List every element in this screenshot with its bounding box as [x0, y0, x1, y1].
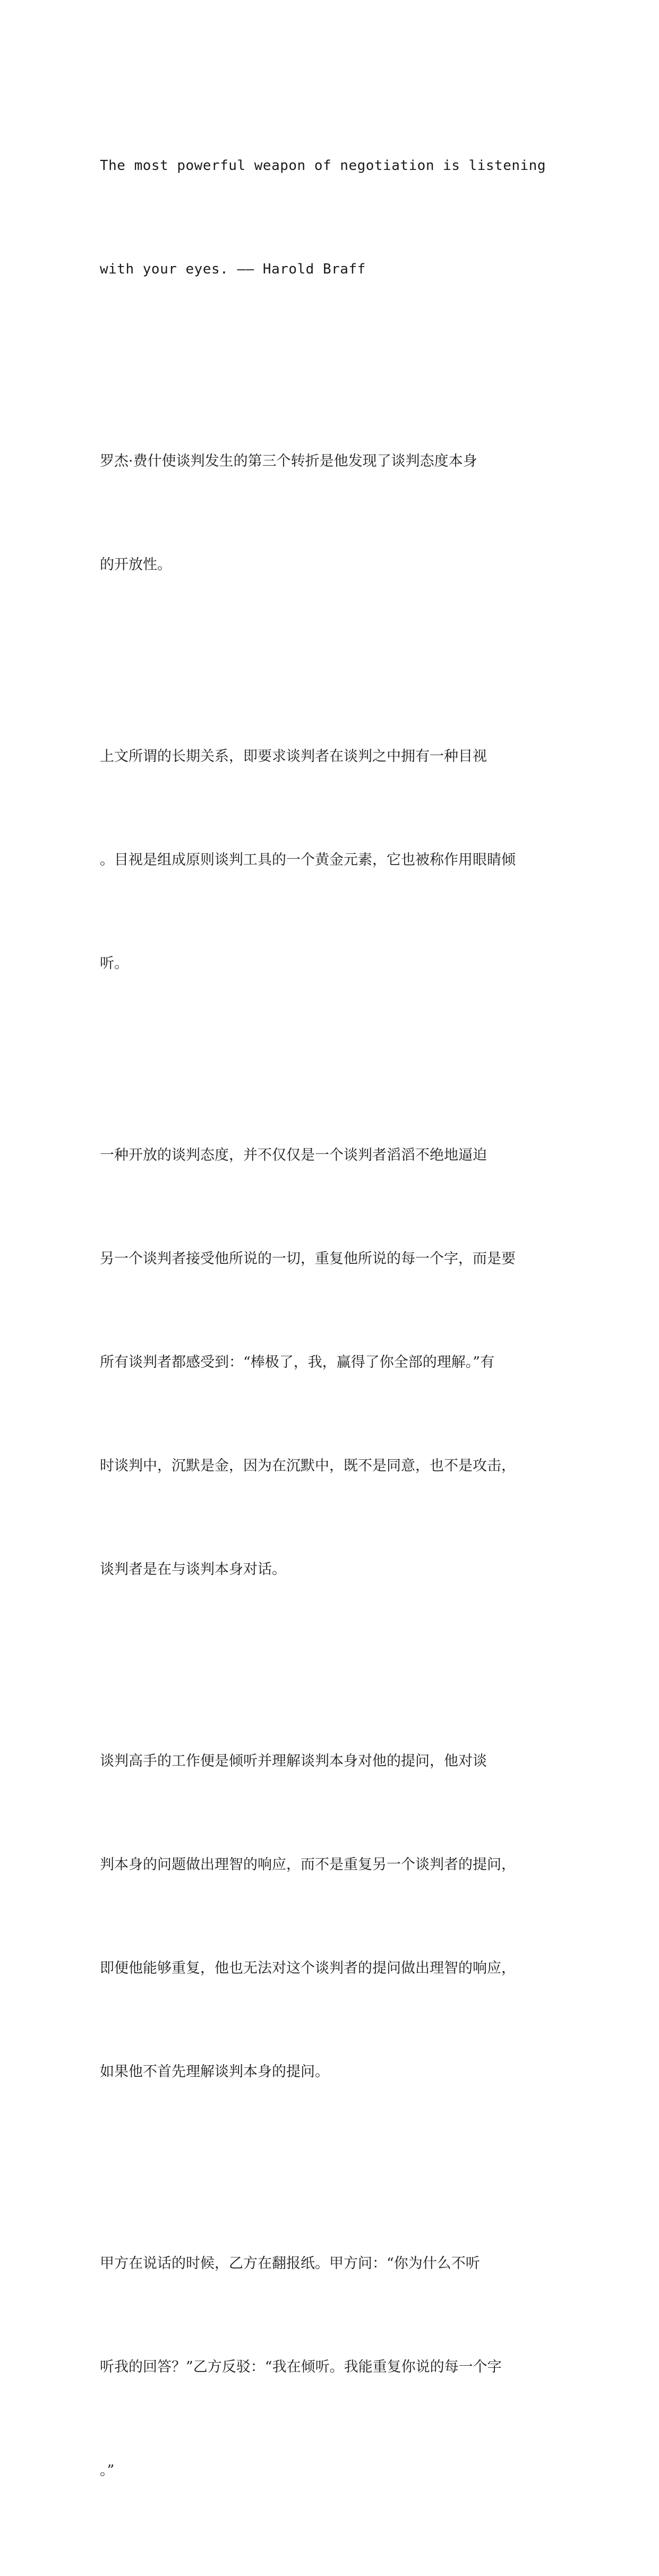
quote-line: with your eyes. —— Harold Braff — [100, 261, 366, 277]
paragraph-line: 谈判高手的工作便是倾听并理解谈判本身对他的提问，他对谈 — [100, 1753, 487, 1769]
paragraph-line: 时谈判中，沉默是金，因为在沉默中，既不是同意，也不是攻击， — [100, 1458, 516, 1474]
paragraph-line: 听我的回答？”乙方反驳：“我在倾听。我能重复你说的每一个字 — [100, 2359, 502, 2375]
paragraph-line: 另一个谈判者接受他所说的一切，重复他所说的每一个字，而是要 — [100, 1251, 516, 1267]
paragraph-line: 。” — [100, 2462, 115, 2479]
paragraph-line: 上文所谓的长期关系，即要求谈判者在谈判之中拥有一种目视 — [100, 748, 487, 765]
paragraph-1 — [100, 375, 557, 651]
paragraph-line: 谈判者是在与谈判本身对话。 — [100, 1561, 286, 1578]
quote-line: The most powerful weapon of negotiation is listening — [100, 158, 546, 174]
paragraph-line: 即便他能够重复，他也无法对这个谈判者的提问做出理智的响应， — [100, 1960, 516, 1976]
paragraph-line: 甲方在说话的时候，乙方在翻报纸。甲方问：“你为什么不听 — [100, 2255, 480, 2272]
paragraph-line: 的开放性。 — [100, 557, 172, 573]
paragraph-line: 罗杰·费什使谈判发生的第三个转折是他发现了谈判态度本身 — [100, 453, 477, 469]
paragraph-2 — [100, 670, 557, 1050]
paragraph-line: 一种开放的谈判态度，并不仅仅是一个谈判者滔滔不绝地逼迫 — [100, 1147, 487, 1163]
document-body — [100, 80, 557, 2576]
paragraph-4 — [100, 1675, 557, 2158]
paragraph-5 — [100, 2177, 557, 2557]
paragraph-line: 如果他不首先理解谈判本身的提问。 — [100, 2064, 329, 2080]
paragraph-line: 。目视是组成原则谈判工具的一个黄金元素，它也被称作用眼睛倾 — [100, 852, 516, 868]
paragraph-3 — [100, 1069, 557, 1656]
paragraph-line: 听。 — [100, 955, 129, 972]
paragraph-line: 所有谈判者都感受到：“棒极了，我，赢得了你全部的理解。”有 — [100, 1354, 495, 1371]
paragraph-line: 判本身的问题做出理智的响应，而不是重复另一个谈判者的提问， — [100, 1856, 516, 1873]
epigraph-quote — [100, 80, 557, 356]
